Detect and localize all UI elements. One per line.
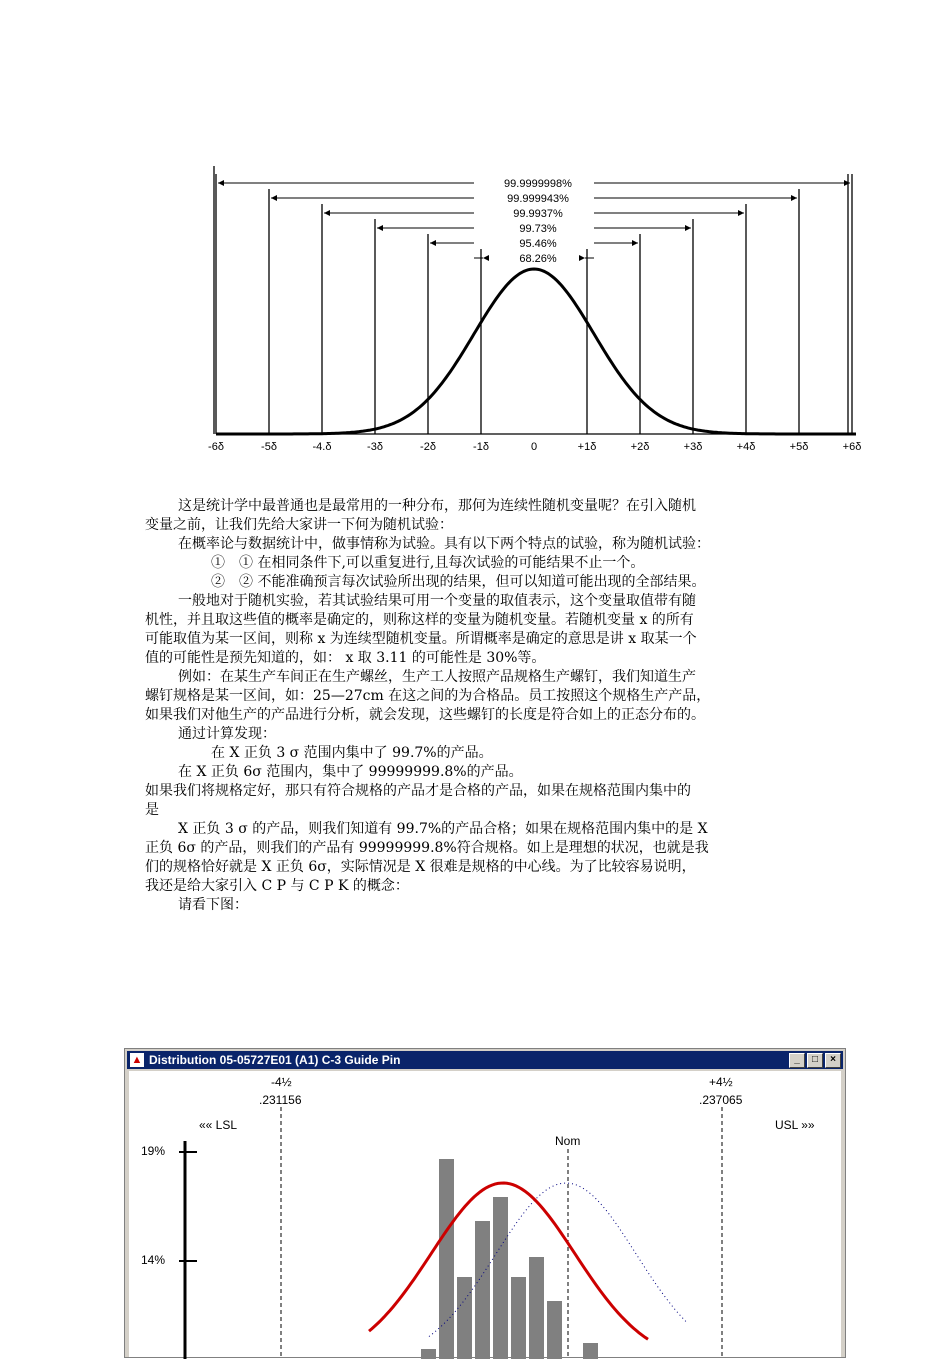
percent-label: 95.46% xyxy=(519,238,557,250)
minimize-button[interactable]: _ xyxy=(789,1053,805,1068)
percent-label: 99.999943% xyxy=(507,193,569,205)
axis-tick-label: -2δ xyxy=(420,441,436,453)
nom-label: Nom xyxy=(555,1134,581,1148)
y-tick-19: 19% xyxy=(141,1144,166,1158)
window-title: Distribution 05-05727E01 (A1) C-3 Guide Pin xyxy=(149,1053,401,1067)
axis-tick-label: -3δ xyxy=(367,441,383,453)
minus-value-label: .231156 xyxy=(259,1093,302,1107)
distribution-window xyxy=(124,1048,846,1358)
axis-tick-label: -5δ xyxy=(261,441,277,453)
text-line: 一般地对于随机实验，若其试验结果可用一个变量的取值表示，这个变量取值带有随 xyxy=(178,593,696,609)
histogram-bar xyxy=(457,1277,472,1359)
axis-tick-label: -4.δ xyxy=(312,441,332,453)
text-line: 正负 6σ 的产品，则我们的产品有 99999999.8%符合规格。如上是理想的状况，也就是我 xyxy=(145,840,709,856)
axis-tick-label: +2δ xyxy=(630,441,650,453)
plus-sigma-label: +4½ xyxy=(709,1075,733,1089)
histogram-bar xyxy=(511,1277,526,1359)
arrow-head xyxy=(218,180,224,186)
text-line: 在概率论与数据统计中，做事情称为试验。具有以下两个特点的试验，称为随机试验： xyxy=(178,536,710,552)
arrow-head xyxy=(483,255,489,261)
axis-tick-label: +3δ xyxy=(683,441,703,453)
text-line: 我还是给大家引入 C P 与 C P K 的概念： xyxy=(145,878,409,894)
text-line: 变量之前，让我们先给大家讲一下何为随机试验： xyxy=(145,517,453,533)
normal-distribution-figure xyxy=(196,166,866,456)
axis-tick-label: 0 xyxy=(530,441,538,453)
histogram-bar xyxy=(439,1159,454,1359)
text-line: 如果我们对他生产的产品进行分析，就会发现，这些螺钉的长度是符合如上的正态分布的。 xyxy=(145,707,705,723)
plot-area xyxy=(129,1071,841,1357)
sigma-axis-ticks xyxy=(208,441,861,453)
arrow-head xyxy=(844,180,850,186)
normal-curve xyxy=(216,269,856,434)
text-line: 这是统计学中最普通也是最常用的一种分布，那何为连续性随机变量呢？在引入随机 xyxy=(178,498,696,514)
histogram-bar xyxy=(547,1301,562,1359)
maximize-button[interactable]: □ xyxy=(807,1053,823,1068)
arrow-head xyxy=(791,195,797,201)
axis-tick-label: +6δ xyxy=(842,441,862,453)
percent-label: 99.73% xyxy=(519,223,557,235)
histogram-bar xyxy=(583,1343,598,1359)
arrow-head xyxy=(685,225,691,231)
text-line: ② ② 不能准确预言每次试验所出现的结果，但可以知道可能出现的全部结果。 xyxy=(211,574,706,590)
text-line: 在 X 正负 3 σ 范围内集中了 99.7%的产品。 xyxy=(211,745,493,761)
arrow-head xyxy=(377,225,383,231)
y-tick-14: 14% xyxy=(141,1253,166,1267)
text-line: 如果我们将规格定好，那只有符合规格的产品才是合格的产品，如果在规格范围内集中的 xyxy=(145,783,691,799)
app-icon: ▲ xyxy=(131,1054,143,1066)
plus-value-label: .237065 xyxy=(699,1093,743,1107)
text-line: 螺钉规格是某一区间，如：25—27cm 在这之间的为合格品。员工按照这个规格生产产品， xyxy=(145,688,711,704)
axis-tick-label: +1δ xyxy=(577,441,597,453)
text-line: 请看下图： xyxy=(178,897,248,913)
percent-label: 99.9937% xyxy=(513,208,563,220)
percent-label: 68.26% xyxy=(519,253,557,265)
fit-curve xyxy=(369,1183,648,1339)
histogram-bars xyxy=(421,1159,598,1359)
histogram-bar xyxy=(493,1197,508,1359)
sigma-range-lines xyxy=(214,166,856,434)
text-line: 可能取值为某一区间，则称 x 为连续型随机变量。所谓概率是确定的意思是讲 x 取某一个 xyxy=(145,631,697,647)
body-text xyxy=(145,497,810,915)
text-line: 在 X 正负 6σ 范围内，集中了 99999999.8%的产品。 xyxy=(178,764,523,780)
text-line: 们的规格恰好就是 X 正负 6σ，实际情况是 X 很难是规格的中心线。为了比较容易说明， xyxy=(145,859,696,875)
text-line: 通过计算发现： xyxy=(178,726,276,742)
lsl-label: «« LSL xyxy=(199,1118,238,1132)
axis-tick-label: +5δ xyxy=(789,441,809,453)
axis-tick-label: -1δ xyxy=(473,441,489,453)
histogram-bar xyxy=(421,1349,436,1359)
title-bar[interactable] xyxy=(127,1051,843,1069)
arrow-head xyxy=(738,210,744,216)
axis-tick-label: +4δ xyxy=(736,441,756,453)
close-button[interactable]: × xyxy=(825,1053,841,1068)
distribution-plot xyxy=(129,1071,843,1359)
arrow-head xyxy=(579,255,585,261)
text-line: 是 xyxy=(145,802,159,818)
text-line: 值的可能性是预先知道的，如： x 取 3.11 的可能性是 30%等。 xyxy=(145,650,546,666)
text-line: ① ① 在相同条件下,可以重复进行,且每次试验的可能结果不止一个。 xyxy=(211,555,645,571)
arrow-head xyxy=(324,210,330,216)
arrow-head xyxy=(271,195,277,201)
axis-tick-label: -6δ xyxy=(208,441,224,453)
percent-labels xyxy=(504,178,572,265)
text-line: 机性，并且取这些值的概率是确定的，则称这样的变量为随机变量。若随机变量 x 的所有 xyxy=(145,612,694,628)
arrow-head xyxy=(632,240,638,246)
text-line: X 正负 3 σ 的产品，则我们知道有 99.7%的产品合格；如果在规格范围内集中的是 X xyxy=(178,821,708,837)
percent-label: 99.9999998% xyxy=(504,178,572,190)
usl-label: USL »» xyxy=(775,1118,815,1132)
text-line: 例如：在某生产车间正在生产螺丝，生产工人按照产品规格生产螺钉，我们知道生产 xyxy=(178,669,696,685)
minus-sigma-label: -4½ xyxy=(271,1075,292,1089)
histogram-bar xyxy=(475,1221,490,1359)
arrow-head xyxy=(430,240,436,246)
